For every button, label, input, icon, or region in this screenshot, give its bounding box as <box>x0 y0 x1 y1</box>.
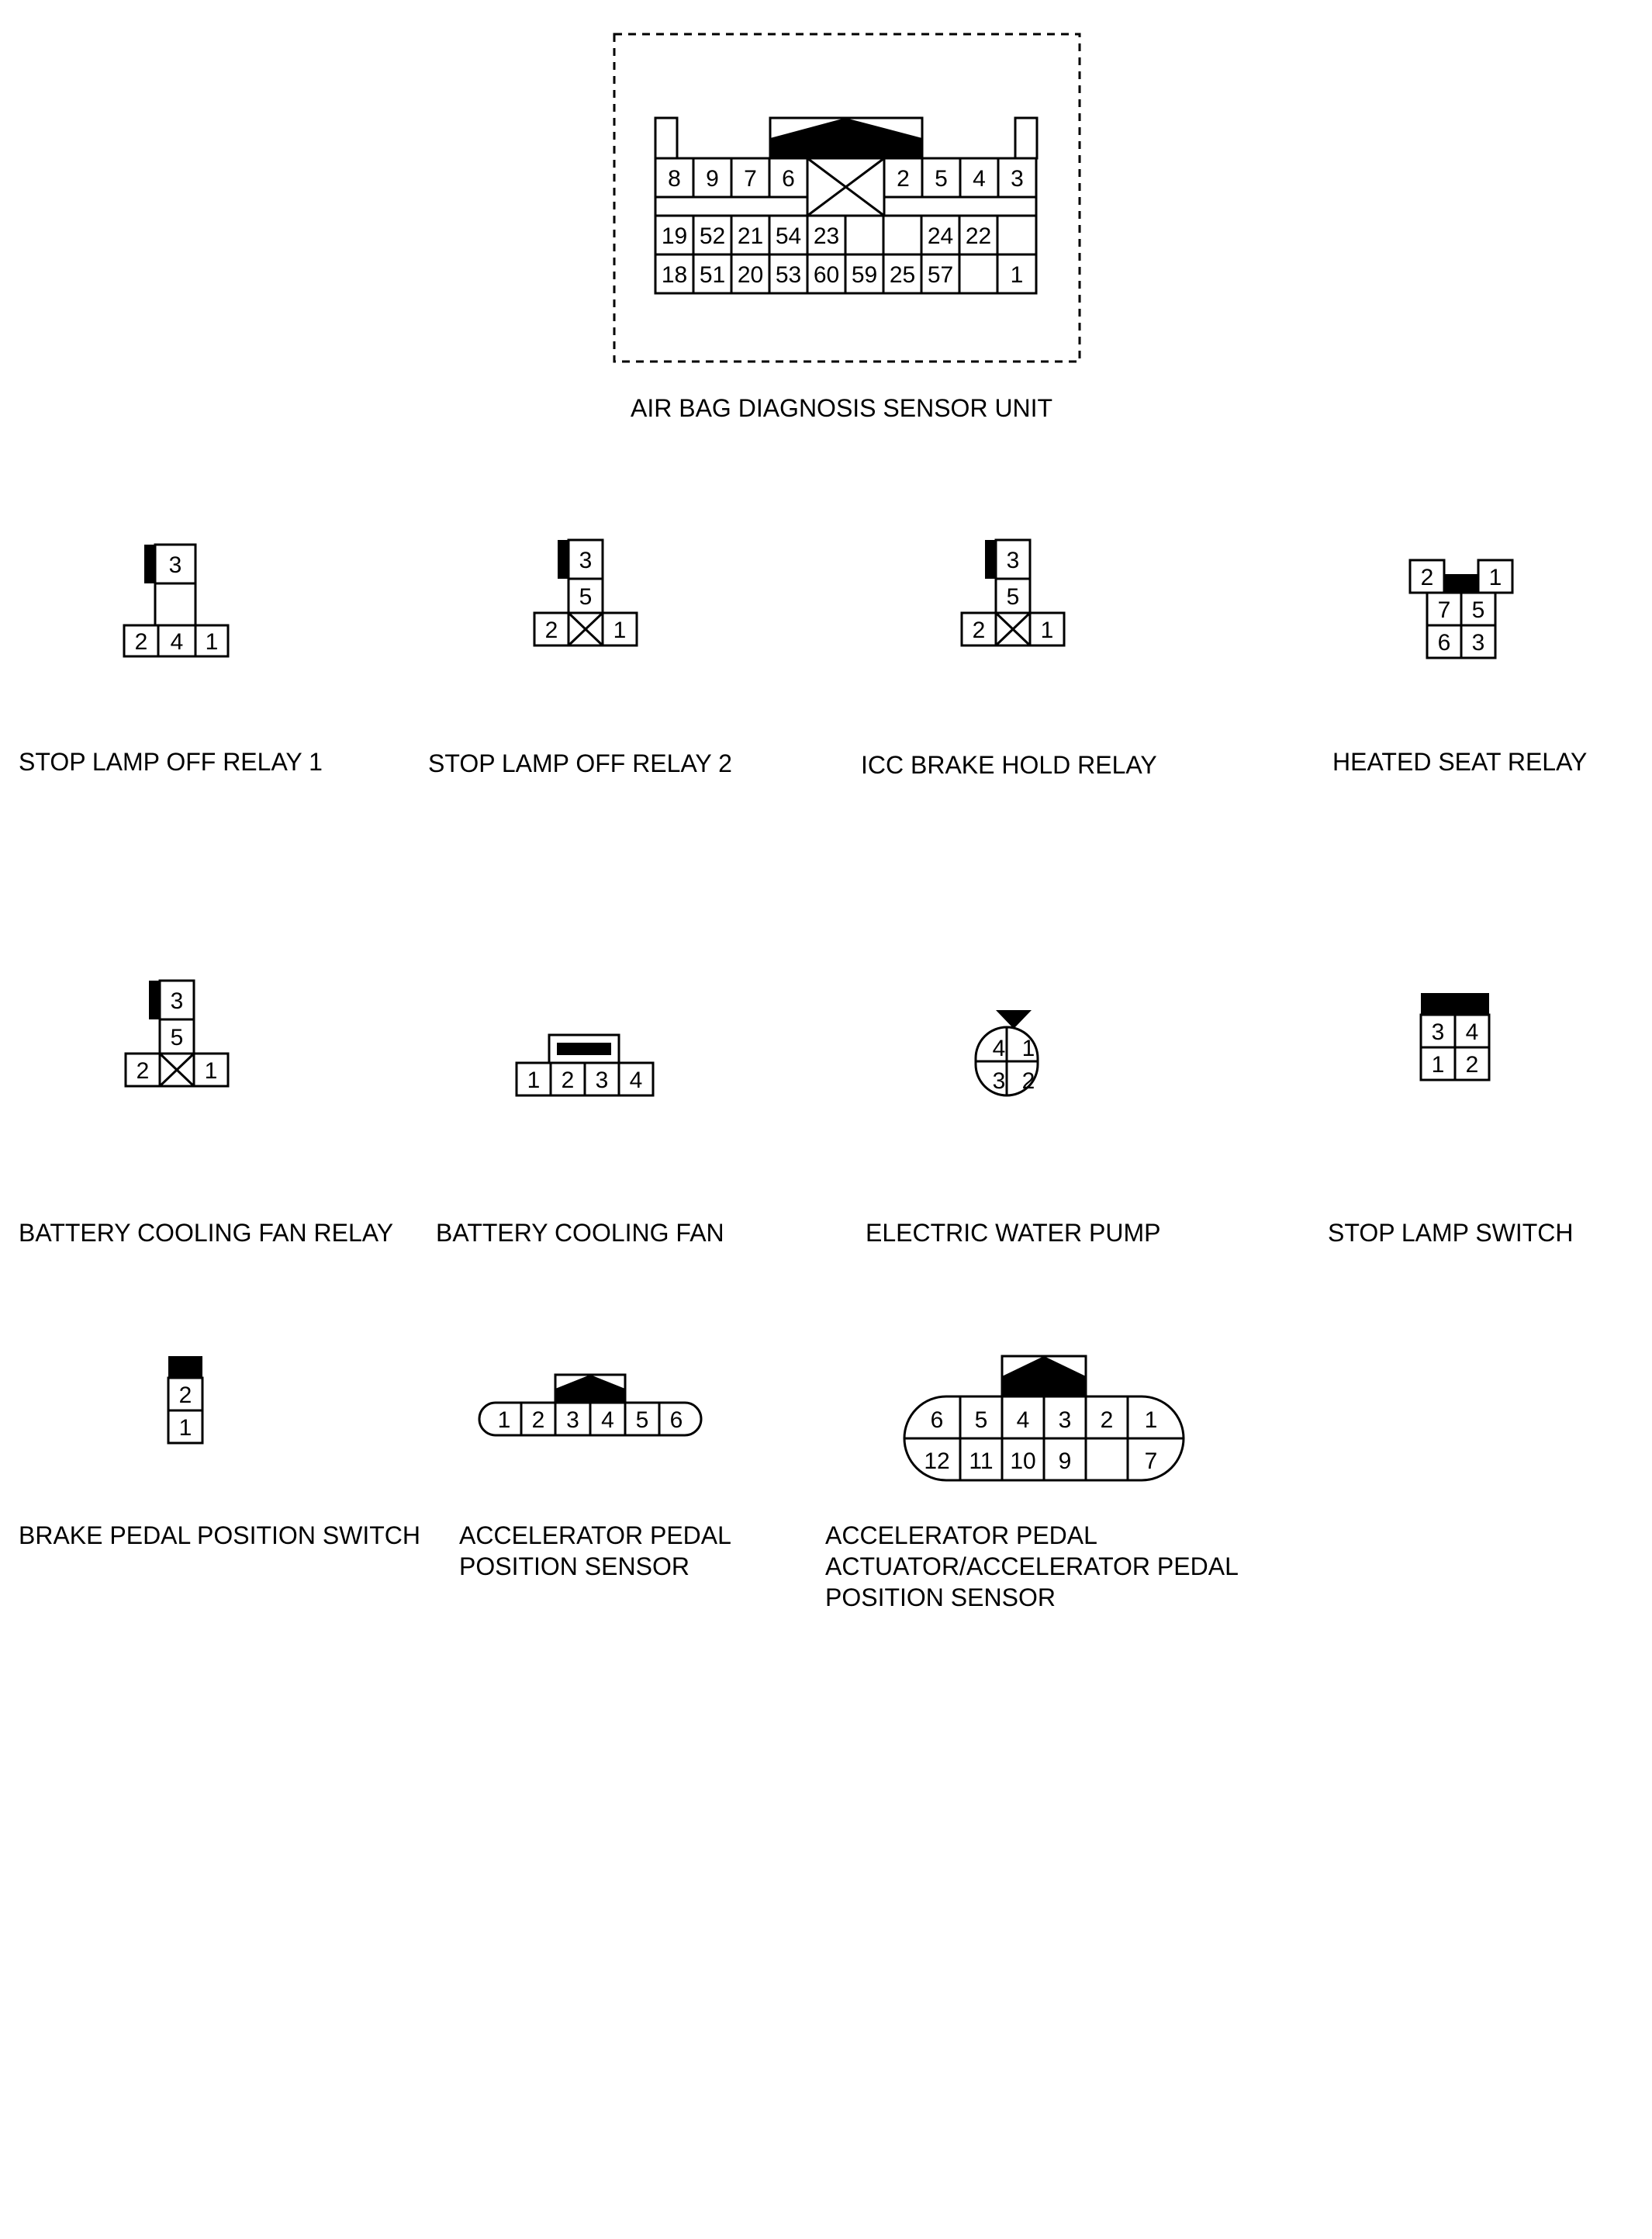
connector-label: BRAKE PEDAL POSITION SWITCH <box>19 1521 421 1549</box>
blank-row <box>884 197 1036 216</box>
airbag-connector <box>614 34 1080 422</box>
pin-number: 12 <box>924 1448 950 1474</box>
pin-number: 4 <box>992 1036 1006 1061</box>
pin-number: 5 <box>170 1024 184 1050</box>
connector-label: BATTERY COOLING FAN RELAY <box>19 1219 394 1247</box>
blank-row <box>655 197 807 216</box>
pin-number: 24 <box>927 223 954 249</box>
pin-number: 2 <box>561 1067 575 1093</box>
pin-number: 59 <box>851 261 878 288</box>
pin-number: 4 <box>1465 1019 1479 1045</box>
heated-seat-relay-connector <box>1332 560 1587 776</box>
pin-number: 53 <box>775 261 802 288</box>
lock-tab <box>168 1356 202 1378</box>
pin-number: 1 <box>613 617 627 643</box>
stop-lamp-switch-connector <box>1328 993 1574 1247</box>
pin-number: 21 <box>737 223 764 249</box>
pin-cell <box>959 254 997 293</box>
pin-number: 3 <box>579 547 593 573</box>
pin-number: 9 <box>706 165 719 192</box>
pin-number: 2 <box>897 165 910 192</box>
pin-number: 3 <box>1058 1407 1072 1433</box>
pin-number: 6 <box>669 1407 683 1433</box>
pin-number: 2 <box>134 628 148 655</box>
pin-number: 57 <box>927 261 954 288</box>
pin-number: 3 <box>595 1067 609 1093</box>
stop-lamp-off-relay-2-connector <box>428 540 732 777</box>
pin-number: 1 <box>497 1407 511 1433</box>
pin-number: 1 <box>1010 261 1024 288</box>
pin-number: 1 <box>1144 1407 1158 1433</box>
guide-post <box>1015 118 1037 158</box>
pin-number: 7 <box>1437 597 1451 623</box>
lock-tab <box>985 540 996 579</box>
lock-tab <box>555 1375 625 1403</box>
lock-tab <box>149 981 160 1019</box>
pin-number: 5 <box>974 1407 988 1433</box>
connector-label: STOP LAMP OFF RELAY 1 <box>19 748 323 776</box>
connector-label: AIR BAG DIAGNOSIS SENSOR UNIT <box>631 394 1053 422</box>
pin-cell <box>883 216 921 254</box>
pin-number: 2 <box>1420 564 1434 590</box>
lock-tab <box>557 1043 611 1055</box>
pin-number: 19 <box>661 223 688 249</box>
pin-number: 8 <box>668 165 681 192</box>
accelerator-pedal-position-sensor-connector <box>459 1375 731 1580</box>
pin-number: 2 <box>1100 1407 1114 1433</box>
pin-number: 5 <box>1471 597 1485 623</box>
accelerator-pedal-actuator-connector <box>825 1356 1239 1611</box>
pin-number: 3 <box>1431 1019 1445 1045</box>
pin-number: 2 <box>136 1057 150 1084</box>
pin-number: 4 <box>170 628 184 655</box>
lock-tab <box>1421 993 1489 1015</box>
pin-number: 1 <box>1488 564 1502 590</box>
pin-number: 5 <box>935 165 948 192</box>
pin-number: 60 <box>813 261 840 288</box>
stop-lamp-off-relay-1-connector <box>19 545 323 776</box>
pin-number: 5 <box>1006 583 1020 610</box>
connector-label: POSITION SENSOR <box>825 1583 1056 1611</box>
pin-number: 1 <box>204 1057 218 1084</box>
lock-tab <box>770 118 922 158</box>
pin-number: 6 <box>782 165 795 192</box>
pin-number: 23 <box>813 223 840 249</box>
pin-number: 7 <box>1144 1448 1158 1474</box>
brake-pedal-position-switch-connector <box>19 1356 420 1549</box>
pin-number: 3 <box>992 1068 1006 1094</box>
pin-cell <box>997 216 1036 254</box>
pin-number: 3 <box>1471 629 1485 656</box>
pin-number: 54 <box>775 223 802 249</box>
pin-number: 3 <box>566 1407 579 1433</box>
connector-label: HEATED SEAT RELAY <box>1332 748 1588 776</box>
connector-label: STOP LAMP SWITCH <box>1328 1219 1574 1247</box>
pin-number: 1 <box>1040 617 1054 643</box>
lock-tab <box>144 545 155 583</box>
battery-cooling-fan-connector <box>436 1035 724 1247</box>
lock-tab <box>1444 574 1478 593</box>
pin-number: 2 <box>531 1407 545 1433</box>
connector-label: STOP LAMP OFF RELAY 2 <box>428 749 732 777</box>
pin-number: 1 <box>1431 1051 1445 1078</box>
connector-label: ACCELERATOR PEDAL <box>459 1521 731 1549</box>
pin-number: 2 <box>1021 1068 1035 1094</box>
pin-cell <box>845 216 883 254</box>
pin-number: 3 <box>170 988 184 1014</box>
pin-number: 6 <box>1437 629 1451 656</box>
connector-label: BATTERY COOLING FAN <box>436 1219 724 1247</box>
pin-number: 1 <box>527 1067 541 1093</box>
pin-number: 9 <box>1058 1448 1072 1474</box>
pin-number: 52 <box>699 223 726 249</box>
lock-tab <box>1002 1356 1086 1396</box>
lock-tab <box>558 540 569 579</box>
pin-number: 2 <box>178 1382 192 1408</box>
pin-number: 4 <box>973 165 986 192</box>
pin-number: 5 <box>635 1407 649 1433</box>
pin-number: 4 <box>1016 1407 1030 1433</box>
connector-label: POSITION SENSOR <box>459 1552 689 1580</box>
pin-number: 7 <box>744 165 757 192</box>
lock-tab <box>996 1010 1032 1029</box>
pin-number: 11 <box>969 1448 994 1474</box>
pin-number: 20 <box>737 261 764 288</box>
pin-number: 3 <box>168 552 182 578</box>
icc-brake-hold-relay-connector <box>861 540 1157 779</box>
pin-number: 1 <box>205 628 219 655</box>
connector-label: ACCELERATOR PEDAL <box>825 1521 1097 1549</box>
pin-number: 1 <box>1021 1036 1035 1061</box>
pin-number: 4 <box>629 1067 643 1093</box>
pin-number: 3 <box>1006 547 1020 573</box>
connector-label: ACTUATOR/ACCELERATOR PEDAL <box>825 1552 1239 1580</box>
electric-water-pump-connector <box>866 1010 1160 1247</box>
connector-label: ELECTRIC WATER PUMP <box>866 1219 1161 1247</box>
pin-number: 51 <box>699 261 726 288</box>
pin-number: 2 <box>972 617 986 643</box>
connector-label: ICC BRAKE HOLD RELAY <box>861 751 1157 779</box>
pin-number: 2 <box>544 617 558 643</box>
pin-number: 22 <box>965 223 992 249</box>
pin-number: 6 <box>930 1407 944 1433</box>
battery-cooling-fan-relay-connector <box>19 981 393 1247</box>
guide-post <box>655 118 677 158</box>
pin-number: 18 <box>661 261 688 288</box>
pin-number: 4 <box>601 1407 614 1433</box>
pin-number: 1 <box>178 1414 192 1441</box>
pin-number: 2 <box>1465 1051 1479 1078</box>
pin-number: 3 <box>1011 165 1024 192</box>
pin-number: 10 <box>1010 1448 1036 1474</box>
pin-number: 25 <box>889 261 916 288</box>
housing-body <box>155 583 195 625</box>
pin-number: 5 <box>579 583 593 610</box>
